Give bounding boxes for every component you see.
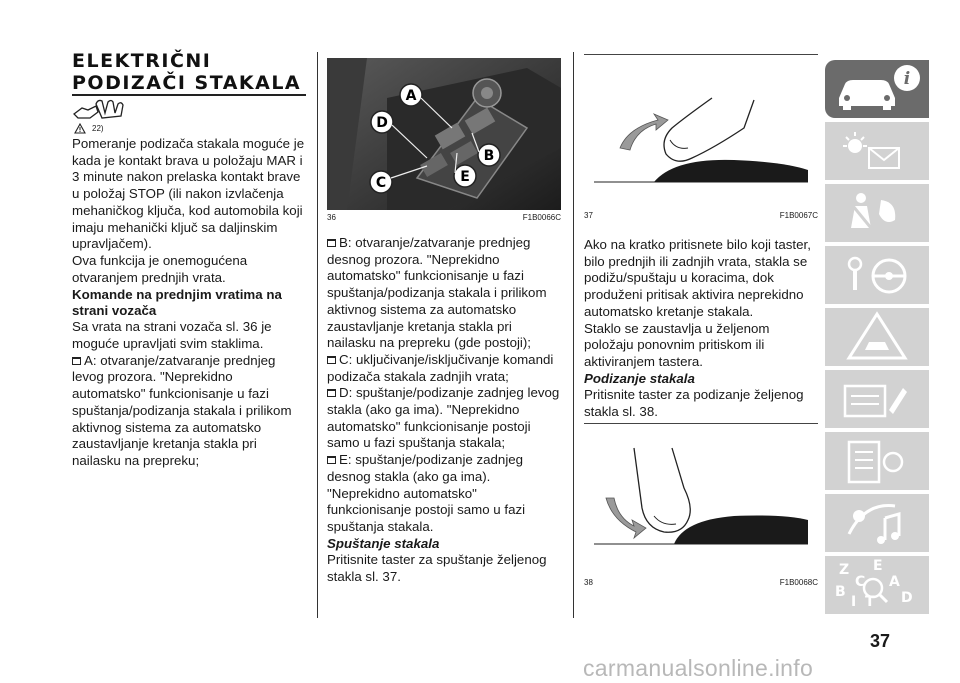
figure-36-number: 36 [327,213,336,222]
warning-lights-icon [825,122,929,180]
arrow-down-icon [620,114,668,150]
warning-ref [74,123,104,134]
finger-press-down-image [584,58,818,206]
label-e: E [460,169,470,185]
paragraph-raising: Pritisnite taster za podizanje željenog stakla sl. 38. [584,387,804,420]
arrow-up-icon [606,498,646,538]
bullet-e: E: spuštanje/podizanje zadnjeg desnog stakla (ako ga ima). "Neprekidno automatsko" funkcionisanje postoji samo u fazi spuštanja stakala. [327,452,526,534]
index-letter-i: I [851,594,857,610]
figure-38-caption [584,578,818,587]
paragraph-2: Ova funkcija je onemogućena otvaranjem prednjih vrata. [72,252,248,285]
figure-36 [327,58,561,210]
tab-safety[interactable] [825,184,929,242]
title-rule [72,94,306,96]
label-c: C [375,175,387,191]
door-switch-panel-image [327,58,561,210]
alphabetical-index-icon [825,556,929,614]
figure-38-code: F1B0068C [779,578,818,587]
index-letter-b: B [835,584,846,600]
bullet-icon [327,389,336,397]
paragraph-step-mode: Ako na kratko pritisnete bilo koji taster, bilo prednjih ili zadnjih vrata, stakla se podižu/spuštaju u koracima, dok produženi pritisak aktivira neprekidno automatsko kretanje stakala. [584,237,811,319]
bullet-b: B: otvaranje/zatvaranje prednjeg desnog prozora. "Neprekidno automatsko" funkcionisanje u fazi spuštanja/podizanja stakala i prilikom aktivnog sistema za automatsko zaustavljanje kretanja stakla pri nailasku na prepreku (gde postoji); [327,235,547,351]
key-steering-wheel-icon [825,246,929,304]
tab-instruments[interactable] [825,122,929,180]
paragraph-lowering: Pritisnite taster za spuštanje željenog stakla sl. 37. [327,552,547,585]
multimedia-icon [825,494,929,552]
svg-text:i: i [903,69,911,89]
subheading-lowering: Spuštanje stakala [327,535,440,551]
figure-38 [584,428,818,570]
specifications-icon [825,432,929,490]
bullet-icon [327,239,336,247]
label-d: D [376,115,388,131]
figure-37-number: 37 [584,211,593,220]
column-divider-2 [573,52,574,618]
bullet-icon [327,456,336,464]
subheading-driver-door: Komande na prednjim vratima na strani vozača [72,287,282,319]
index-letter-z: Z [839,562,850,578]
label-a: A [405,88,417,104]
figure-36-code: F1B0066C [522,213,561,222]
index-letter-e: E [873,558,883,574]
index-letter-a: A [889,574,900,590]
tab-multimedia[interactable] [825,494,929,552]
figure-38-number: 38 [584,578,593,587]
figure-37 [584,58,818,206]
watermark: carmanualsonline.info [583,655,814,681]
tab-starting-driving[interactable] [825,246,929,304]
hand-press-icon [72,98,128,120]
index-letter-t: T [865,594,875,610]
tab-emergency[interactable] [825,308,929,366]
bullet-c: C: uključivanje/isključivanje komandi podizača stakala zadnjih vrata; [327,351,554,384]
index-letter-c: C [855,574,866,590]
subheading-raising: Podizanje stakala [584,370,695,386]
paragraph-3: Sa vrata na strani vozača sl. 36 je moguće upravljati svim staklima. [72,319,272,352]
section-title-line1: ELEKTRIČNI [72,50,212,72]
bullet-icon [327,356,336,364]
section-title-line2: PODIZAČI STAKALA [72,72,302,94]
column-divider-1 [317,52,318,618]
tab-technical-data[interactable] [825,432,929,490]
page-number: 37 [870,631,891,651]
bullet-d: D: spuštanje/podizanje zadnjeg levog stakla (ako ga ima). "Neprekidno automatsko" funkcionisanje postoji samo u fazi spuštanja stakala; [327,385,560,451]
bullet-icon [72,357,81,365]
figure-38-top-rule [584,423,818,424]
figure-37-code: F1B0067C [779,211,818,220]
bullet-a: A: otvaranje/zatvaranje prednjeg levog prozora. "Neprekidno automatsko" funkcionisanje u fazi spuštanja/podizanja stakala i prilikom aktivnog sistema za automatsko zaustavljanje kretanja stakla pri nailasku na prepreku; [72,352,292,468]
figure-37-top-rule [584,54,818,55]
tab-index[interactable] [825,556,929,614]
finger-pull-up-image [584,428,818,570]
paragraph-1: Pomeranje podizača stakala moguće je kada je kontakt brava u položaju MAR i 3 minute nakon prelaska kontakt brave u položaj STOP (ili nakon izvlačenja mehaničkog ključa, kod automobila koji imaju mehanički ključ sa daljinskim upravljačem). [72,136,305,252]
car-info-icon [825,60,929,118]
warning-triangle-car-icon [825,308,929,366]
index-letter-d: D [901,590,913,606]
label-b: B [483,148,495,164]
service-tools-icon [825,370,929,428]
warning-triangle-icon [74,123,86,134]
warning-ref-number: 22) [92,124,104,133]
figure-37-caption [584,211,818,220]
figure-36-caption [327,213,561,222]
tab-maintenance[interactable] [825,370,929,428]
tab-getting-to-know-car[interactable] [825,60,929,118]
warning-icons [72,98,128,125]
seatbelt-airbag-icon [825,184,929,242]
paragraph-stop: Staklo se zaustavlja u željenom položaju ponovnim pritiskom ili aktiviranjem tastera. [584,320,770,369]
